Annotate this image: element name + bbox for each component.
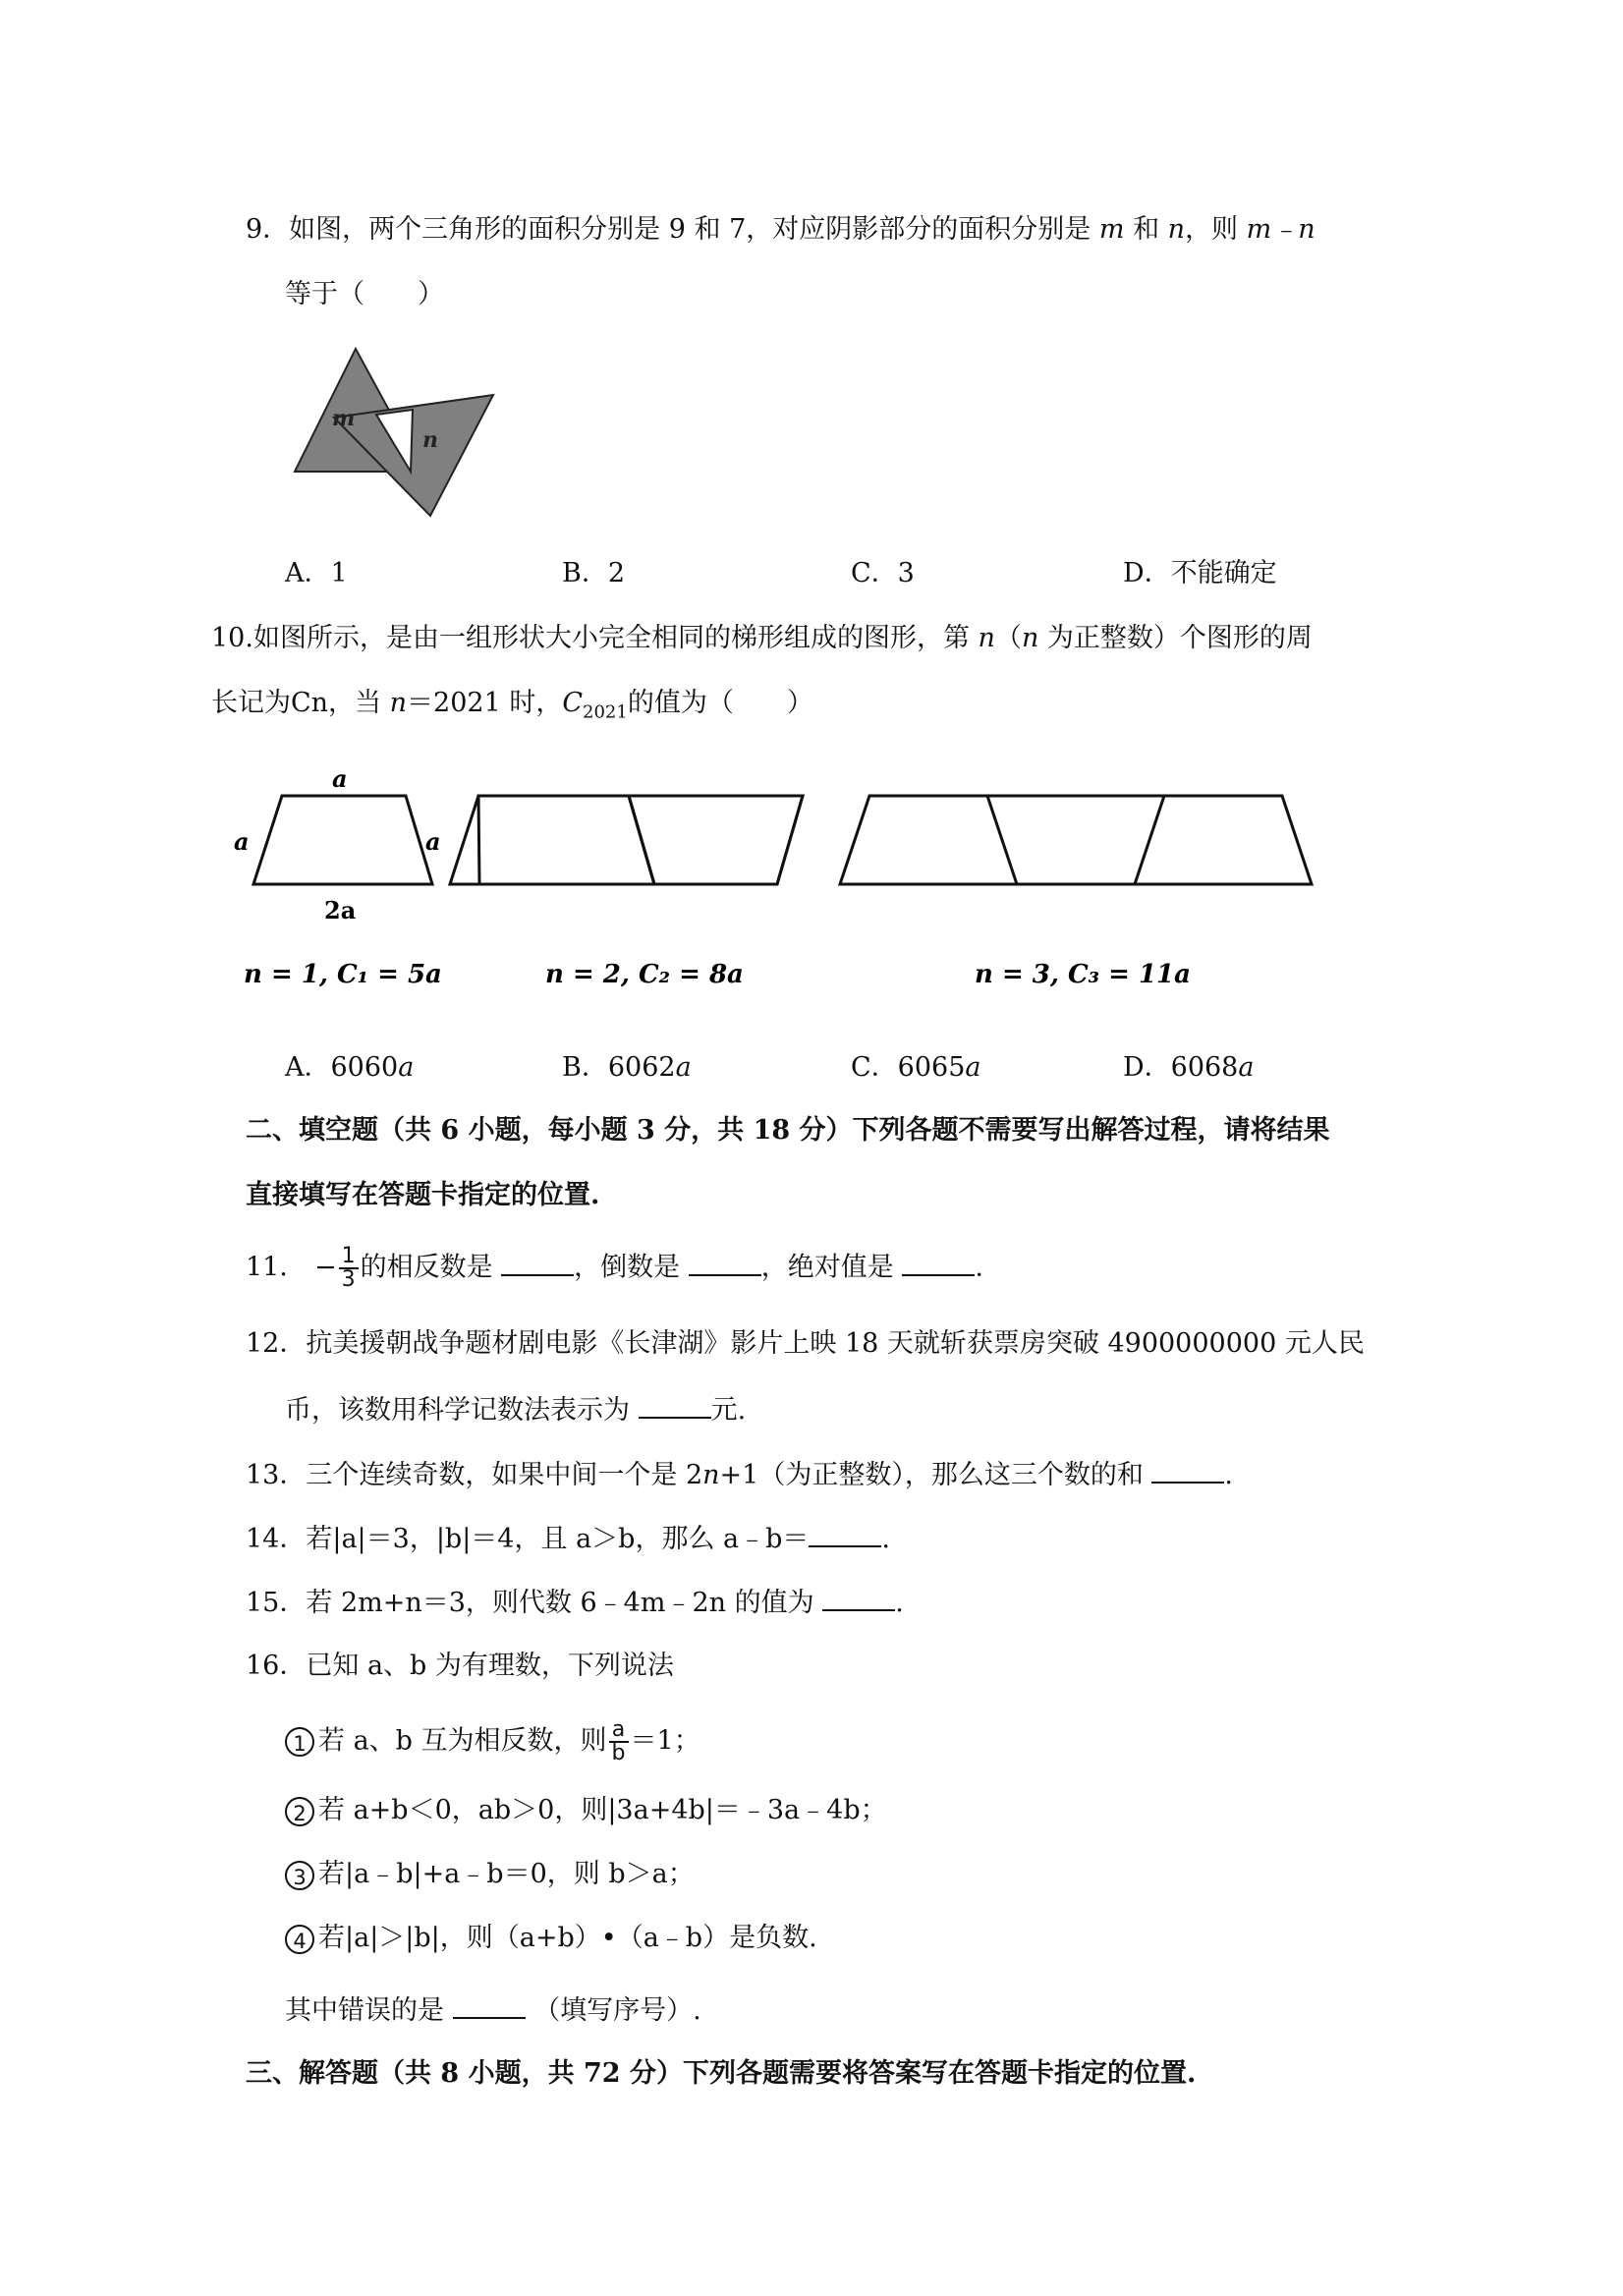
- q9-option-c[interactable]: C．3: [851, 558, 915, 588]
- svg-text:2a: 2a: [324, 896, 357, 924]
- q16-fraction: $\frac{a}{b}$: [609, 1719, 629, 1764]
- q10-option-c[interactable]: C．6065a: [851, 1052, 981, 1083]
- q16-statement-1: 1 若 a、b 互为相反数，则 $\frac{a}{b}$ ＝1；: [285, 1719, 700, 1764]
- q14-blank[interactable]: [809, 1520, 881, 1547]
- q11-blank-2[interactable]: [689, 1249, 761, 1276]
- q12-blank[interactable]: [639, 1391, 711, 1419]
- q10-figures: [226, 756, 1336, 1002]
- q16-blank[interactable]: [453, 1991, 526, 2019]
- q10-option-a[interactable]: A．6060a: [285, 1052, 415, 1083]
- q15-blank[interactable]: [822, 1584, 895, 1611]
- svg-text:a: a: [332, 764, 348, 793]
- section-2-heading: 二、填空题（共 6 小题，每小题 3 分，共 18 分）下列各题不需要写出解答过程，请将结果: [246, 1115, 1330, 1146]
- q14: 14．若|a|＝3，|b|＝4，且 a＞b，那么 a﹣b＝ .: [246, 1520, 890, 1557]
- q10-option-d[interactable]: D．6068a: [1123, 1052, 1255, 1083]
- caption-1: n = 1, C₁ = 5a: [244, 960, 442, 989]
- q10-line1: 10.如图所示，是由一组形状大小完全相同的梯形组成的图形，第 n（n 为正整数）个图形的周: [211, 623, 1313, 653]
- q11-blank-1[interactable]: [501, 1249, 574, 1276]
- q9-option-b[interactable]: B．2: [562, 558, 626, 588]
- q16-ask: 其中错误的是 （填写序号）.: [285, 1991, 701, 2029]
- q12-line1: 12．抗美援朝战争题材剧电影《长津湖》影片上映 18 天就斩获票房突破 4900000000 元人民: [246, 1328, 1365, 1359]
- q9-option-d[interactable]: D．不能确定: [1123, 558, 1277, 588]
- q11-fraction: $\frac{1}{3}$: [339, 1246, 359, 1291]
- q15: 15．若 2m+n＝3，则代数 6﹣4m﹣2n 的值为 .: [246, 1584, 904, 1621]
- q16-statement-3: 3 若|a﹣b|+a﹣b＝0，则 b＞a；: [285, 1857, 695, 1892]
- figure-3: [840, 796, 1312, 884]
- q9-figure: [285, 344, 501, 526]
- q9-line1: 9．如图，两个三角形的面积分别是 9 和 7，对应阴影部分的面积分别是 m 和 n，则 m﹣n: [246, 214, 1315, 245]
- q11: 11． − $\frac{1}{3}$ 的相反数是 ，倒数是 ，绝对值是 .: [246, 1244, 983, 1292]
- q9-option-a[interactable]: A．1: [285, 558, 348, 588]
- q16-statement-2: 2 若 a+b＜0，ab＞0，则|3a+4b|＝﹣3a﹣4b；: [285, 1793, 887, 1828]
- section-2-heading-line2: 直接填写在答题卡指定的位置.: [246, 1180, 600, 1210]
- caption-3: n = 3, C₃ = 11a: [975, 960, 1191, 989]
- q16: 16．已知 a、b 为有理数，下列说法: [246, 1651, 674, 1681]
- section-3-heading: 三、解答题（共 8 小题，共 72 分）下列各题需要将答案写在答题卡指定的位置.: [246, 2058, 1197, 2089]
- svg-text:a: a: [234, 827, 250, 856]
- q9-line2: 等于（ ）: [285, 279, 444, 309]
- q11-blank-3[interactable]: [902, 1249, 975, 1276]
- q10-option-b[interactable]: B．6062a: [562, 1052, 692, 1083]
- trapezoid-1: [253, 796, 432, 884]
- label-m: m: [332, 406, 356, 431]
- label-n: n: [422, 427, 438, 453]
- q10-line2: 长记为Cn，当 n＝2021 时，$C_{2021}$的值为（ ）: [211, 688, 813, 723]
- svg-text:a: a: [425, 827, 441, 856]
- q16-statement-4: 4 若|a|＞|b|，则（a+b）•（a﹣b）是负数.: [285, 1921, 817, 1956]
- q13-blank[interactable]: [1151, 1456, 1224, 1484]
- q13: 13．三个连续奇数，如果中间一个是 2n+1（为正整数），那么这三个数的和 .: [246, 1456, 1233, 1493]
- q12-line2: 币，该数用科学记数法表示为 元.: [285, 1391, 746, 1428]
- caption-2: n = 2, C₂ = 8a: [545, 960, 744, 989]
